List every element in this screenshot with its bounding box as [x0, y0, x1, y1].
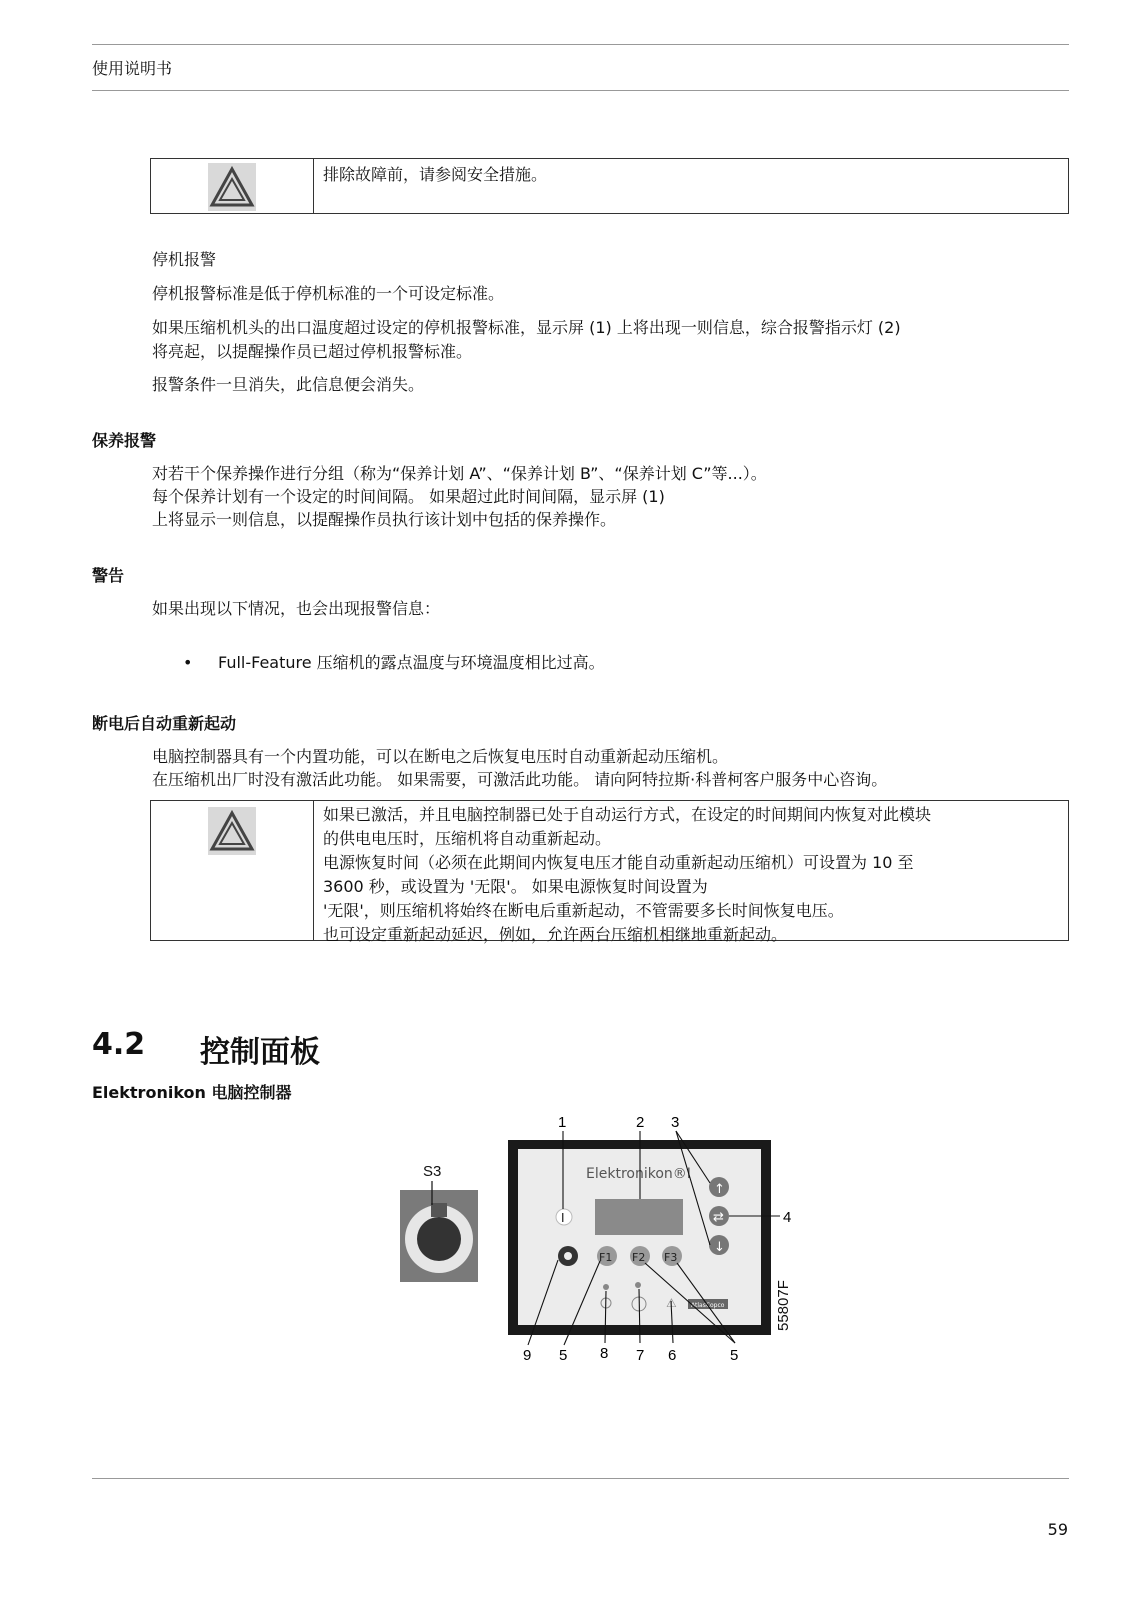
service-warning-line1: 对若干个保养操作进行分组（称为“保养计划 A”、“保养计划 B”、“保养计划 C”等...）。 — [152, 464, 767, 483]
safety-box-2 — [150, 800, 1069, 944]
control-panel-figure — [390, 1105, 820, 1375]
safety-icon-cell — [151, 801, 314, 940]
safety-box-2-text — [323, 803, 1060, 947]
page-number: 59 — [1047, 1520, 1068, 1539]
shutdown-warning-p2-line1: 如果压缩机机头的出口温度超过设定的停机报警标准，显示屏 (1) 上将出现一则信息，综合报警指示灯 (2) — [152, 318, 901, 337]
warning-bullet-text: Full-Feature 压缩机的露点温度与环境温度相比过高。 — [218, 653, 605, 672]
safety-box-2-line: 如果已激活，并且电脑控制器已处于自动运行方式，在设定的时间期间内恢复对此模块 — [323, 805, 932, 824]
auto-restart-line2: 在压缩机出厂时没有激活此功能。 如果需要，可激活此功能。 请向阿特拉斯·科普柯客户服务中心咨询。 — [152, 770, 888, 789]
callout-2: 2 — [636, 1114, 645, 1131]
warning-intro: 如果出现以下情况，也会出现报警信息： — [152, 599, 441, 618]
header-bottom-rule — [92, 90, 1069, 91]
callout-1: 1 — [558, 1114, 567, 1131]
callout-7: 7 — [636, 1347, 645, 1364]
service-warning-line3: 上将显示一则信息，以提醒操作员执行该计划中包括的保养操作。 — [152, 510, 617, 529]
callout-9: 9 — [523, 1347, 532, 1364]
warning-triangle-icon — [208, 807, 256, 855]
header-title: 使用说明书 — [92, 59, 173, 78]
callout-6: 6 — [668, 1347, 677, 1364]
callout-3: 3 — [671, 1114, 680, 1131]
led-voltage — [603, 1284, 609, 1290]
emergency-stop-button — [417, 1217, 461, 1261]
safety-box-2-line: 也可设定重新起动延迟，例如，允许两台压缩机相继地重新起动。 — [323, 925, 788, 944]
s3-label: S3 — [423, 1163, 442, 1180]
header-top-rule — [92, 44, 1069, 45]
auto-restart-line1: 电脑控制器具有一个内置功能，可以在断电之后恢复电压时自动重新起动压缩机。 — [152, 747, 729, 766]
brand-label: Elektronikon®I — [586, 1166, 691, 1182]
safety-box-2-line: 的供电电压时，压缩机将自动重新起动。 — [323, 829, 612, 848]
svg-text:↓: ↓ — [714, 1240, 725, 1255]
safety-box-1-text: 排除故障前，请参阅安全措施。 — [323, 165, 548, 184]
safety-box-2-line: 3600 秒，或设置为 '无限'。 如果电源恢复时间设置为 — [323, 877, 708, 896]
section-number: 4.2 — [92, 1027, 146, 1062]
f1-key-label: F1 — [599, 1251, 613, 1264]
atlas-copco-logo-text: AtlasCopco — [691, 1302, 725, 1309]
shutdown-warning-heading: 停机报警 — [152, 250, 217, 269]
shutdown-warning-p3: 报警条件一旦消失，此信息便会消失。 — [152, 375, 425, 394]
service-warning-line2: 每个保养计划有一个设定的时间间隔。 如果超过此时间间隔，显示屏 (1) — [152, 487, 665, 506]
section-subheading: Elektronikon 电脑控制器 — [92, 1083, 292, 1102]
callout-8: 8 — [600, 1345, 609, 1362]
svg-text:⇄: ⇄ — [713, 1210, 724, 1225]
alarm-icon: ⚠ — [666, 1296, 677, 1310]
warning-triangle-icon — [208, 163, 256, 211]
footer-rule — [92, 1478, 1069, 1479]
shutdown-warning-p1: 停机报警标准是低于停机标准的一个可设定标准。 — [152, 284, 505, 303]
on-key-label: I — [561, 1211, 565, 1225]
f3-key-label: F3 — [664, 1251, 678, 1264]
section-title: 控制面板 — [200, 1035, 320, 1070]
display-screen — [595, 1199, 683, 1235]
led-auto — [635, 1282, 641, 1288]
callout-5a: 5 — [559, 1347, 568, 1364]
callout-4: 4 — [783, 1209, 792, 1226]
warning-heading: 警告 — [92, 566, 125, 585]
svg-text:↑: ↑ — [714, 1182, 725, 1197]
shutdown-warning-p2-line2: 将亮起，以提醒操作员已超过停机报警标准。 — [152, 342, 473, 361]
service-warning-heading: 保养报警 — [92, 431, 157, 450]
callout-5b: 5 — [730, 1347, 739, 1364]
figure-code: 55807F — [775, 1280, 792, 1331]
bullet-icon: • — [183, 653, 193, 672]
auto-restart-heading: 断电后自动重新起动 — [92, 714, 237, 733]
safety-box-2-line: 电源恢复时间（必须在此期间内恢复电压才能自动重新起动压缩机）可设置为 10 至 — [323, 853, 914, 872]
safety-icon-cell — [151, 159, 314, 213]
f2-key-label: F2 — [632, 1251, 646, 1264]
s3-warning-icon — [431, 1203, 447, 1217]
safety-box-2-line: '无限'，则压缩机将始终在断电后重新起动，不管需要多长时间恢复电压。 — [323, 901, 844, 920]
safety-box-1 — [150, 158, 1069, 214]
